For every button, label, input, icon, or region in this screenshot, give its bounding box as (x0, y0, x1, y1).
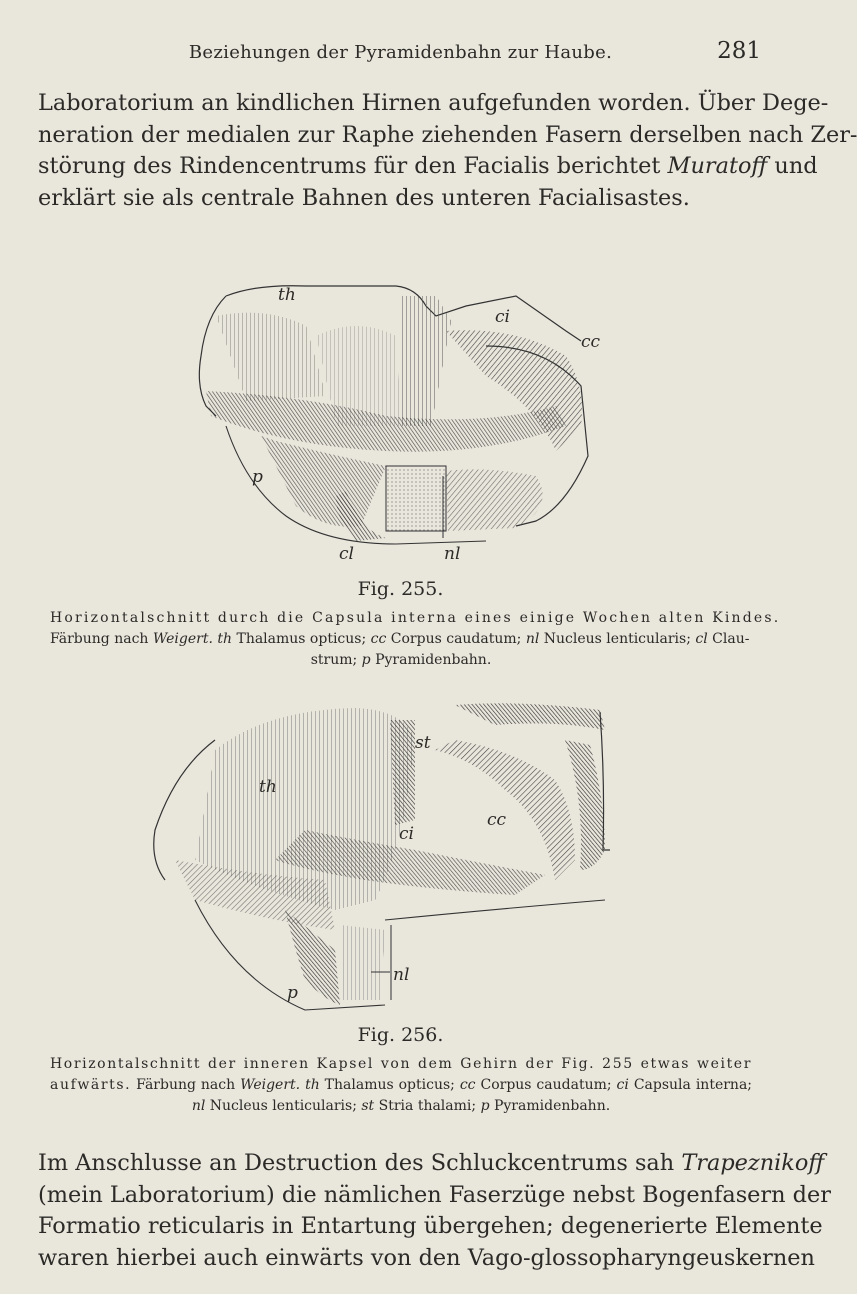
label-p: p (287, 983, 298, 1003)
figure-256-illustration (135, 700, 625, 1018)
label-nl: nl (393, 965, 410, 985)
text-line: erklärt sie als centrale Bahnen des unteren Facialisastes. (38, 184, 690, 211)
caption-line (50, 1096, 752, 1117)
label-nl: nl (444, 544, 461, 564)
abbr: st (361, 1098, 375, 1114)
text-span: Thalamus opticus; (232, 631, 371, 647)
caption-line: Horizontalschnitt durch die Capsula interna eines einige Wochen alten Kindes. (50, 610, 781, 626)
brain-section-drawing (135, 700, 625, 1018)
text-span: Clau- (707, 631, 750, 647)
abbr: th (217, 631, 233, 647)
text-line: (mein Laboratorium) die nämlichen Faserzüge nebst Bogenfasern der (38, 1181, 831, 1208)
abbr: p (480, 1098, 490, 1114)
text-line: neration der medialen zur Raphe ziehenden Fasern derselben nach Zer- (38, 121, 857, 148)
text-line (38, 151, 818, 183)
abbr: p (361, 652, 371, 668)
label-cc: cc (581, 332, 601, 352)
brain-section-drawing (186, 276, 616, 576)
text-span: störung des Rindencentrums für den Facialis berichtet (38, 153, 668, 179)
figure-256-label: Fig. 256. (357, 1024, 444, 1046)
figure-255-label: Fig. 255. (357, 578, 444, 600)
running-title: Beziehungen der Pyramidenbahn zur Haube. (188, 42, 613, 63)
text-span: Pyramidenbahn. (489, 1098, 611, 1114)
text-span: Corpus caudatum; (475, 1077, 617, 1093)
text-span: Thalamus opticus; (319, 1077, 460, 1093)
text-span: Färbung nach (131, 1077, 241, 1093)
text-span: aufwärts. (50, 1077, 132, 1093)
text-span: strum; (310, 652, 362, 668)
caption-line (50, 650, 752, 671)
text-line (38, 1148, 825, 1180)
text-span: Im Anschlusse an Destruction des Schluckcentrums sah (38, 1150, 682, 1176)
figure-255-illustration (186, 276, 616, 576)
author-name: Weigert. (240, 1077, 301, 1093)
page-number: 281 (717, 38, 761, 64)
label-cc: cc (487, 810, 507, 830)
text-span: Pyramidenbahn. (370, 652, 492, 668)
abbr: cl (695, 631, 708, 647)
label-th: th (259, 777, 277, 797)
label-ci: ci (399, 824, 414, 844)
figure-255-caption (50, 608, 781, 671)
text-line: Laboratorium an kindlichen Hirnen aufgefunden worden. Über Dege- (38, 90, 829, 116)
author-name: Weigert. (152, 631, 213, 647)
text-line: waren hierbei auch einwärts von den Vago-glossopharyngeuskernen (38, 1244, 815, 1271)
text-span: Nucleus lenticularis; (539, 631, 696, 647)
text-span: Färbung nach (50, 631, 153, 647)
body-paragraph-bottom (38, 1148, 831, 1274)
caption-line (50, 629, 752, 650)
figure-256-caption (50, 1054, 752, 1117)
abbr: nl (191, 1098, 206, 1114)
abbr: th (305, 1077, 320, 1093)
abbr: cc (459, 1077, 476, 1093)
page-header (40, 38, 761, 72)
text-span: Stria thalami; (374, 1098, 481, 1114)
abbr: cc (370, 631, 387, 647)
label-cl: cl (339, 544, 354, 564)
author-name: Trapeznikoff (681, 1150, 825, 1176)
label-p: p (252, 467, 263, 487)
body-paragraph-top (38, 88, 857, 214)
abbr: ci (616, 1077, 629, 1093)
caption-line: Horizontalschnitt der inneren Kapsel von dem Gehirn der Fig. 255 etwas weiter (50, 1056, 752, 1072)
text-span: Nucleus lenticularis; (205, 1098, 362, 1114)
text-span: Corpus caudatum; (386, 631, 526, 647)
text-line: Formatio reticularis in Entartung übergehen; degenerierte Elemente (38, 1213, 823, 1239)
text-span: und (767, 153, 818, 179)
text-span: Capsula interna; (628, 1077, 753, 1093)
label-st: st (415, 733, 431, 753)
abbr: nl (525, 631, 540, 647)
label-th: th (278, 285, 296, 305)
caption-line (50, 1075, 752, 1096)
author-name: Muratoff (667, 153, 768, 179)
label-ci: ci (495, 307, 510, 327)
